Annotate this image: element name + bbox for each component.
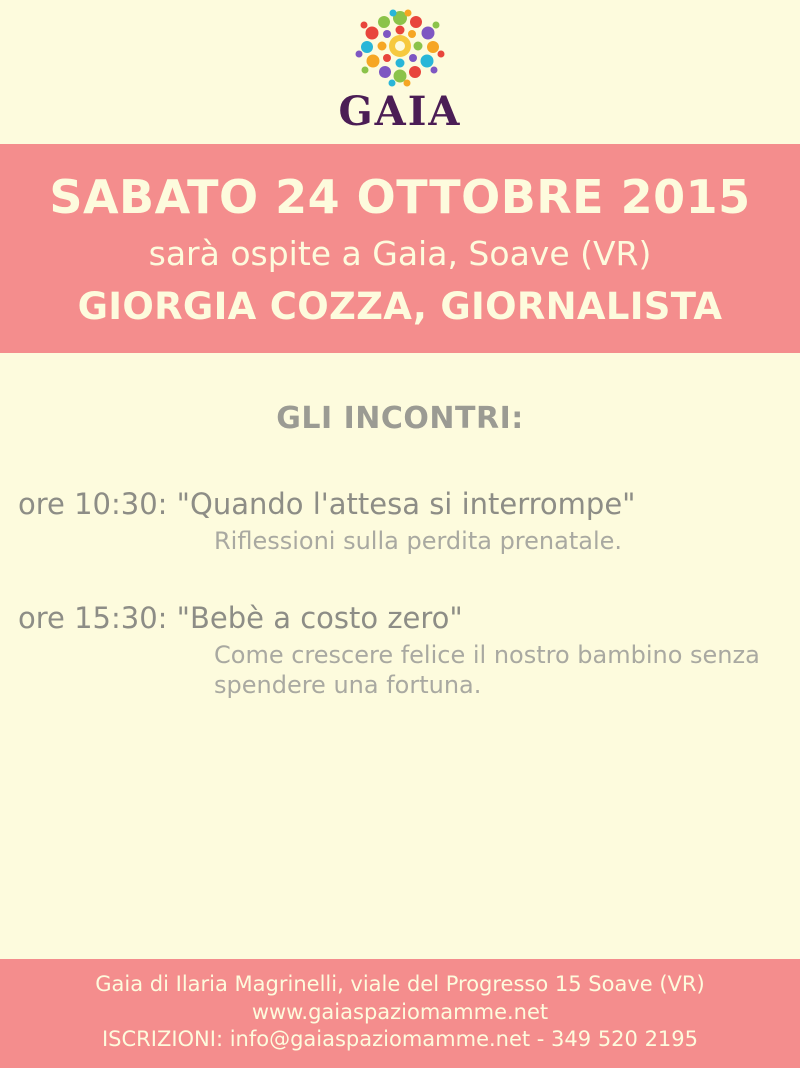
event-title: "Quando l'attesa si interrompe"	[176, 487, 636, 522]
event-guest: GIORGIA COZZA, GIORNALISTA	[77, 284, 723, 328]
event-description: Riflessioni sulla perdita prenatale.	[214, 526, 623, 555]
footer-contact[interactable]: ISCRIZIONI: info@gaiaspaziomamme.net - 349 520 2195	[101, 1027, 699, 1052]
event-time: ore 15:30:	[18, 601, 168, 636]
main-content	[0, 353, 800, 701]
event-description: Come crescere felice il nostro bambino senza spendere una fortuna.	[214, 640, 760, 700]
event-headline	[18, 488, 782, 521]
event-location-line: sarà ospite a Gaia, Soave (VR)	[148, 233, 652, 273]
event-date: SABATO 24 OTTOBRE 2015	[49, 170, 751, 224]
event-headline	[18, 602, 782, 635]
event-item	[18, 488, 782, 556]
event-time: ore 10:30:	[18, 487, 168, 522]
event-banner	[0, 144, 800, 353]
logo-header	[0, 0, 800, 144]
flower-mandala-icon	[348, 6, 452, 90]
section-title: GLI INCONTRI:	[276, 401, 524, 437]
footer-website[interactable]: www.gaiaspaziomamme.net	[251, 999, 549, 1024]
event-title: "Bebè a costo zero"	[176, 601, 463, 636]
logo-wordmark: GAIA	[338, 88, 462, 135]
event-item	[18, 602, 782, 701]
footer-address: Gaia di Ilaria Magrinelli, viale del Progresso 15 Soave (VR)	[95, 971, 705, 996]
footer	[0, 959, 800, 1068]
